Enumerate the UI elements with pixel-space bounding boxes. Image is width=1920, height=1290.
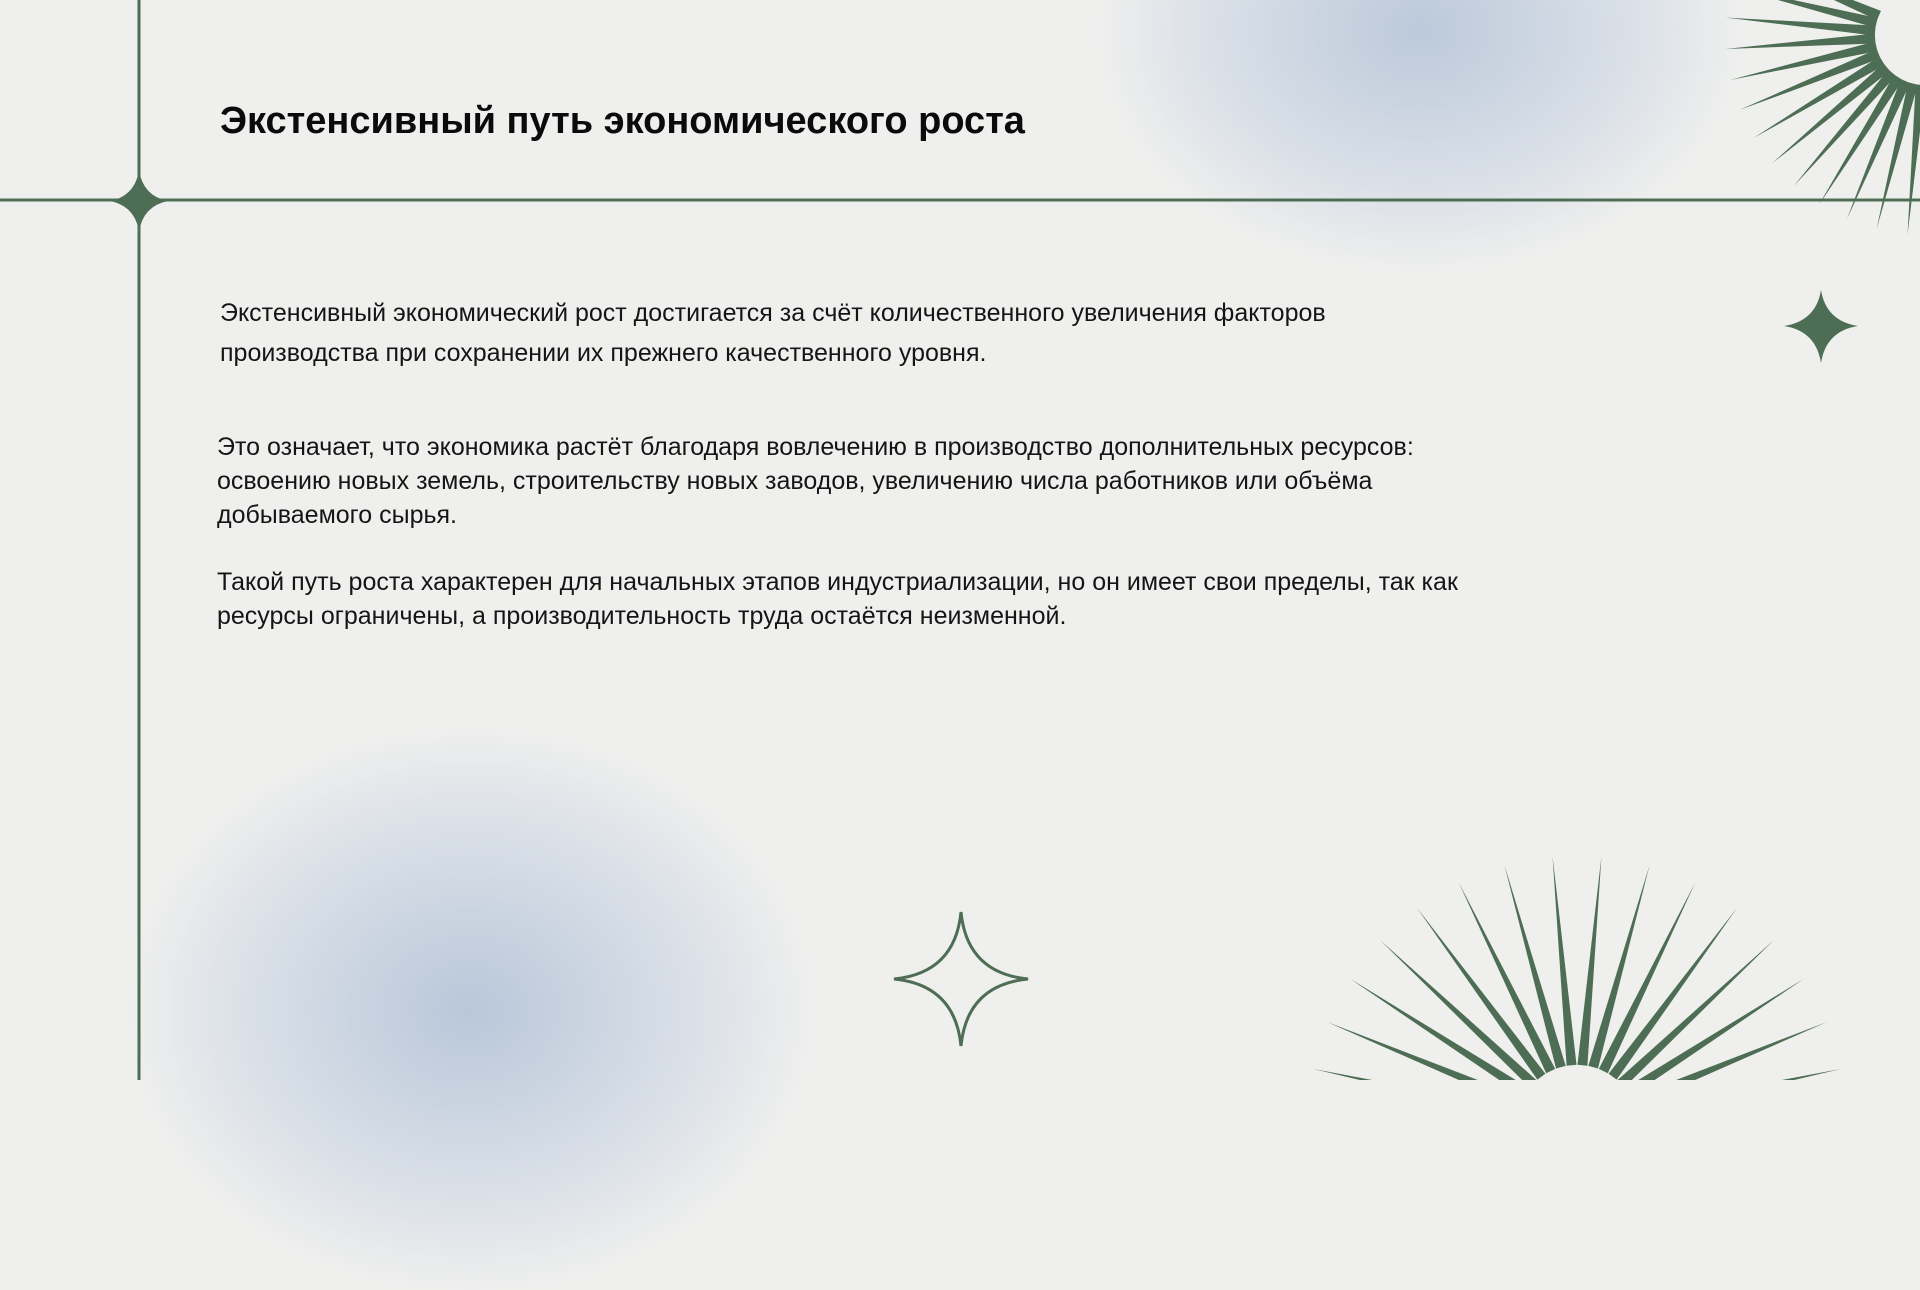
sunburst-ray-icon [1577,856,1601,1066]
explanation-paragraph: Это означает, что экономика растёт благодаря вовлечению в производство дополнительных ресурсов: освоению новых земель, строительству новых заводов, увеличению числа работников или объёма добываемого сырья. [217,433,1414,529]
right-star-icon [1784,290,1858,363]
sunburst-ray-icon [1380,940,1537,1080]
sunburst-ray-icon [1553,856,1577,1066]
sunburst-ray-icon [1617,940,1774,1080]
limitations-paragraph: Такой путь роста характерен для начальных этапов индустриализации, но он имеет свои пределы, так как ресурсы ограничены, а производительность труда остаётся неизменной. [217,568,1458,630]
sunburst-ray-icon [1459,882,1556,1073]
bottom-right-sunburst-icon [1313,856,1841,1080]
sunburst-ray-icon [1599,882,1696,1073]
definition-paragraph: Экстенсивный экономический рост достигается за счёт количественного увеличения факторов производства при сохранении их прежнего качественного уровня. [220,299,1326,367]
slide-title: Экстенсивный путь экономического роста [220,100,1025,142]
sunburst-ray-icon [1725,34,1875,49]
sunburst-ray-icon [1740,49,1881,110]
intersection-star-icon [110,170,168,232]
outline-star-icon [894,912,1028,1046]
